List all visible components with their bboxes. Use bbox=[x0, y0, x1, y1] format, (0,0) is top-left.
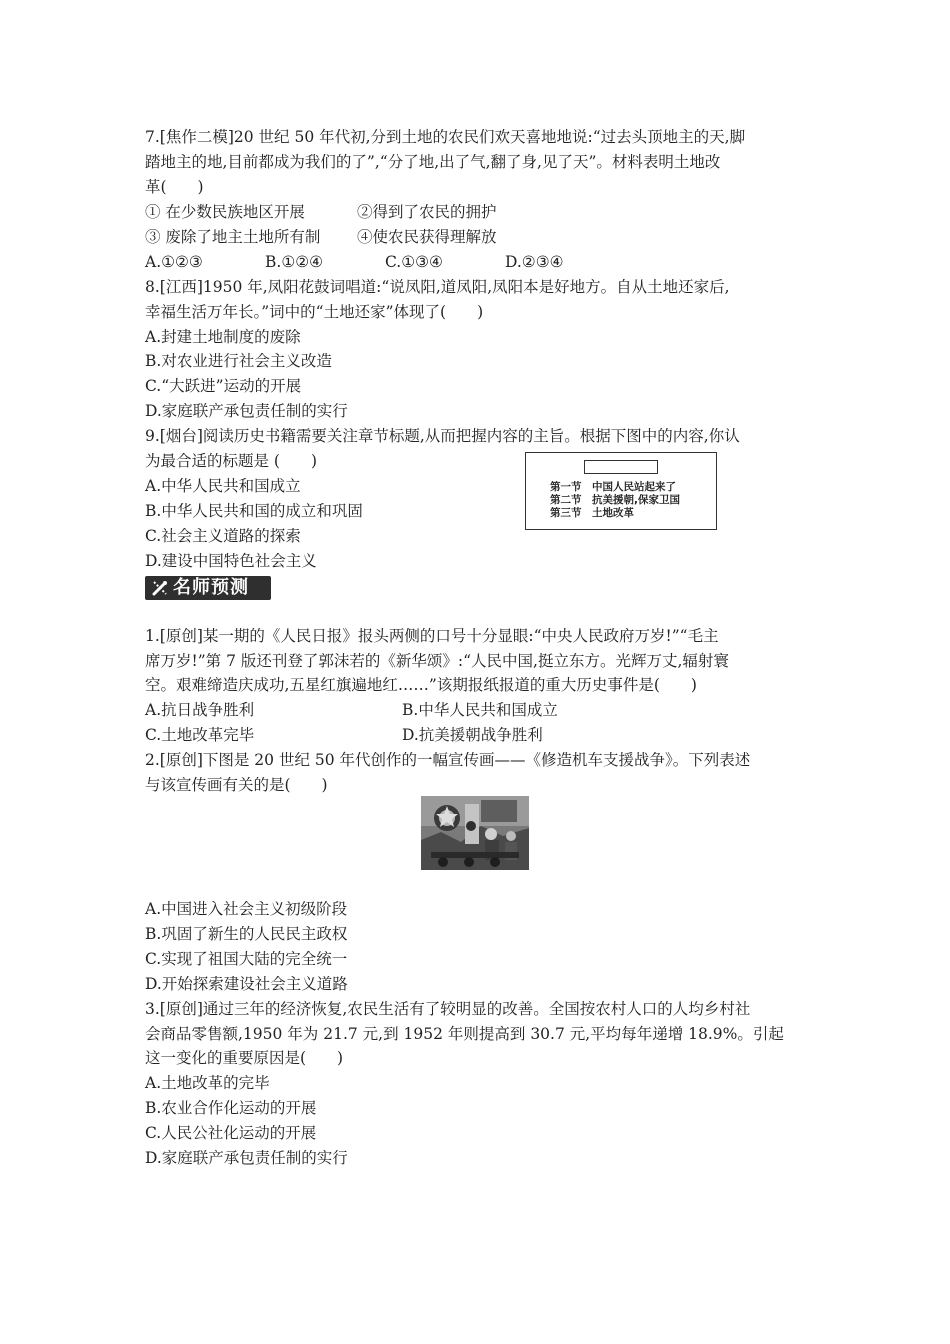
p2-option-c[interactable]: C.实现了祖国大陆的完全统一 bbox=[145, 950, 348, 968]
p1-options-row2 bbox=[145, 725, 645, 745]
q8-option-b[interactable]: B.对农业进行社会主义改造 bbox=[145, 352, 332, 370]
p1-option-a[interactable]: A.抗日战争胜利 bbox=[145, 701, 255, 719]
q8-option-c[interactable]: C.“大跃进”运动的开展 bbox=[145, 377, 302, 395]
p2-option-a[interactable]: A.中国进入社会主义初级阶段 bbox=[145, 900, 348, 918]
p3-stem-line2: 会商品零售额,1950 年为 21.7 元,到 1952 年则提高到 30.7 元,平均每年递增 18.9%。引起 bbox=[145, 1025, 784, 1043]
p2-stem-line2: 与该宣传画有关的是( ) bbox=[145, 776, 328, 794]
section-banner bbox=[145, 576, 271, 600]
q9-option-d[interactable]: D.建设中国特色社会主义 bbox=[145, 552, 317, 570]
q8-option-a[interactable]: A.封建土地制度的废除 bbox=[145, 328, 301, 346]
q9-option-b[interactable]: B.中华人民共和国的成立和巩固 bbox=[145, 502, 363, 520]
q8-option-d[interactable]: D.家庭联产承包责任制的实行 bbox=[145, 402, 348, 420]
q8-stem-line1: 8.[江西]1950 年,凤阳花鼓词唱道:“说凤阳,道凤阳,凤阳本是好地方。自从土地还家后, bbox=[145, 278, 730, 296]
q7-statement-2: ②得到了农民的拥护 bbox=[357, 203, 497, 221]
q7-statement-1: ① 在少数民族地区开展 bbox=[145, 203, 305, 221]
p3-option-a[interactable]: A.土地改革的完毕 bbox=[145, 1074, 270, 1092]
p3-option-c[interactable]: C.人民公社化运动的开展 bbox=[145, 1124, 317, 1142]
p2-stem-line1: 2.[原创]下图是 20 世纪 50 年代创作的一幅宣传画——《修造机车支援战争》。下列表述 bbox=[145, 751, 751, 769]
p1-option-c[interactable]: C.土地改革完毕 bbox=[145, 726, 255, 744]
p3-option-b[interactable]: B.农业合作化运动的开展 bbox=[145, 1099, 317, 1117]
q7-options bbox=[145, 252, 605, 272]
pencil-ruler-icon bbox=[150, 578, 170, 598]
chapter-title-blank bbox=[584, 460, 658, 474]
q7-option-b[interactable]: B.①②④ bbox=[265, 253, 324, 271]
chapter-section-3: 第三节 土地改革 bbox=[550, 507, 634, 519]
q9-stem-line1: 9.[烟台]阅读历史书籍需要关注章节标题,从而把握内容的主旨。根据下图中的内容,你认 bbox=[145, 427, 740, 445]
p1-options-row1 bbox=[145, 700, 645, 720]
chapter-section-2: 第二节 抗美援朝,保家卫国 bbox=[550, 494, 680, 506]
p1-stem-line3: 空。艰难缔造庆成功,五星红旗遍地红……”该期报纸报道的重大历史事件是( ) bbox=[145, 676, 697, 694]
p1-stem-line1: 1.[原创]某一期的《人民日报》报头两侧的口号十分显眼:“中央人民政府万岁!”“毛主 bbox=[145, 627, 719, 645]
p3-stem-line1: 3.[原创]通过三年的经济恢复,农民生活有了较明显的改善。全国按农村人口的人均乡村社 bbox=[145, 1000, 751, 1018]
q7-option-a[interactable]: A.①②③ bbox=[145, 253, 203, 271]
q7-stem-line1: 7.[焦作二模]20 世纪 50 年代初,分到土地的农民们欢天喜地地说:“过去头顶地主的天,脚 bbox=[145, 128, 746, 146]
p1-option-d[interactable]: D.抗美援朝战争胜利 bbox=[402, 726, 543, 744]
q7-statements-row1 bbox=[145, 202, 565, 222]
q9-stem-line2: 为最合适的标题是 ( ) bbox=[145, 452, 318, 470]
q7-option-d[interactable]: D.②③④ bbox=[505, 253, 564, 271]
p1-option-b[interactable]: B.中华人民共和国成立 bbox=[402, 701, 558, 719]
p2-option-d[interactable]: D.开始探索建设社会主义道路 bbox=[145, 975, 348, 993]
q7-stem-line3: 革( ) bbox=[145, 178, 204, 196]
q7-statement-4: ④使农民获得理解放 bbox=[357, 228, 497, 246]
q7-stem-line2: 踏地主的地,目前都成为我们的了”,“分了地,出了气,翻了身,见了天”。材料表明土地改 bbox=[145, 153, 721, 171]
q9-option-c[interactable]: C.社会主义道路的探索 bbox=[145, 527, 301, 545]
q7-statement-3: ③ 废除了地主土地所有制 bbox=[145, 228, 321, 246]
propaganda-poster-image bbox=[421, 796, 529, 870]
p3-option-d[interactable]: D.家庭联产承包责任制的实行 bbox=[145, 1149, 348, 1167]
q8-stem-line2: 幸福生活万年长。”词中的“土地还家”体现了( ) bbox=[145, 303, 484, 321]
p3-stem-line3: 这一变化的重要原因是( ) bbox=[145, 1049, 344, 1067]
q7-option-c[interactable]: C.①③④ bbox=[385, 253, 443, 271]
p2-option-b[interactable]: B.巩固了新生的人民民主政权 bbox=[145, 925, 348, 943]
q9-option-a[interactable]: A.中华人民共和国成立 bbox=[145, 477, 301, 495]
section-banner-title: 名师预测 bbox=[173, 577, 249, 598]
q7-statements-row2 bbox=[145, 227, 565, 247]
chapter-outline-figure bbox=[525, 452, 717, 530]
p1-stem-line2: 席万岁!”第 7 版还刊登了郭沫若的《新华颂》:“人民中国,挺立东方。光辉万丈,辐射寰 bbox=[145, 652, 729, 670]
chapter-section-1: 第一节 中国人民站起来了 bbox=[550, 481, 676, 493]
